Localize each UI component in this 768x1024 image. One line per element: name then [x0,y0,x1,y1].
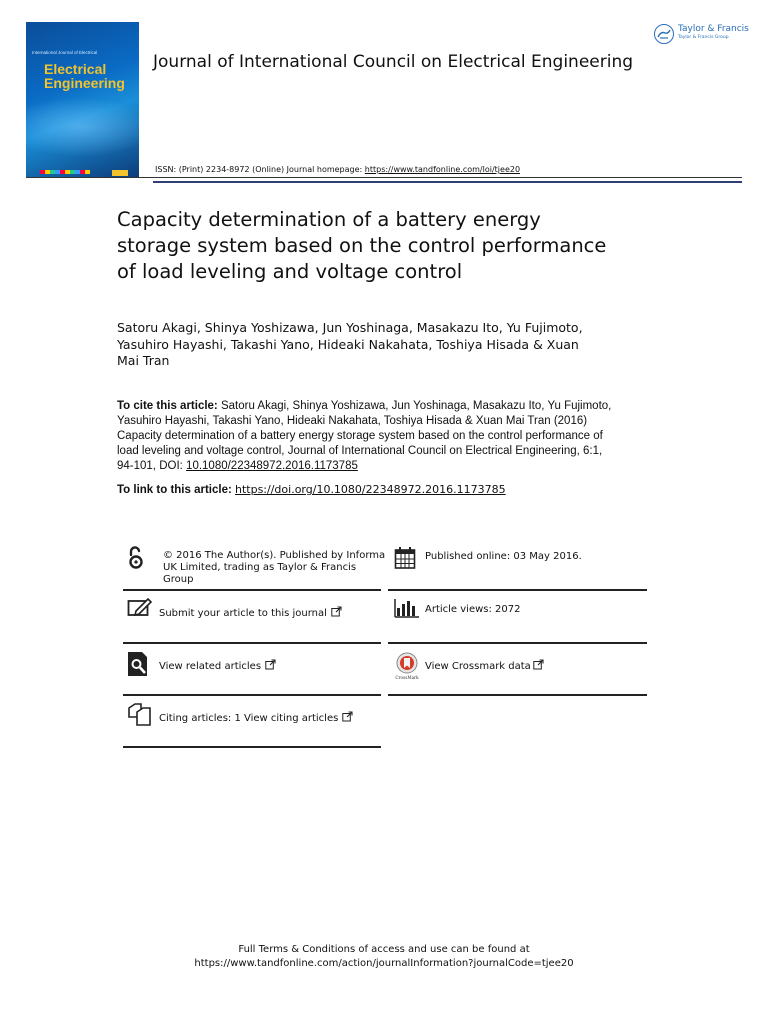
cover-title-line2: Engineering [44,75,125,91]
license-line: UK Limited, trading as Taylor & Francis [163,562,357,573]
author-line: Satoru Akagi, Shinya Yoshizawa, Jun Yoshinaga, Masakazu Ito, Yu Fujimoto, [117,320,583,335]
calendar-icon [394,546,416,574]
open-access-cell [127,546,387,586]
citation-line: Yasuhiro Hayashi, Takashi Yano, Hideaki Nakahata, Toshiya Hisada & Xuan Mai Tran (2016) [117,415,588,427]
related-articles-label: View related articles [159,661,262,672]
document-search-icon [127,651,149,681]
article-title-line: of load leveling and voltage control [117,260,463,283]
open-access-icon [127,546,145,576]
issn-line [155,165,520,174]
crossmark-cell[interactable] [394,651,644,681]
divider [123,589,381,591]
divider [388,589,647,591]
cover-badge [112,170,128,176]
crossmark-badge-text: CrossMark [395,675,419,680]
license-line: Group [163,574,194,585]
external-link-icon [342,711,353,726]
citation-label: To cite this article: [117,400,218,412]
footer-terms-link[interactable]: https://www.tandfonline.com/action/journalInformation?journalCode=tjee20 [194,958,574,969]
divider [123,746,381,748]
journal-title: Journal of International Council on Electrical Engineering [153,52,634,72]
divider [388,642,647,644]
citation-line [117,399,652,414]
cover-icon-strip [40,170,90,174]
cover-top-text: International Journal of Electrical [32,50,98,55]
crossmark-icon [394,651,420,685]
submit-article-cell[interactable] [127,598,387,628]
related-articles-link[interactable] [159,659,276,674]
article-doi-url[interactable]: https://doi.org/10.1080/22348972.2016.1173785 [235,483,506,496]
license-text [163,550,385,586]
bar-chart-icon [394,598,420,622]
taylor-francis-logo [654,22,749,48]
publisher-group: Taylor & Francis Group [678,35,729,40]
crossmark-label: View Crossmark data [425,661,531,672]
article-views: Article views: 2072 [425,604,521,615]
published-date: Published online: 03 May 2016. [425,551,582,562]
submit-article-link[interactable] [159,606,342,621]
tf-lamp-icon [654,24,674,44]
cover-title-line1: Electrical [44,61,107,77]
citing-articles-label: Citing articles: 1 View citing articles [159,713,339,724]
footer-terms [0,943,768,971]
journal-homepage-link[interactable]: https://www.tandfonline.com/loi/tjee20 [364,165,521,174]
citation-line [117,459,652,474]
external-link-icon [533,659,544,674]
author-list [117,320,647,370]
citation-text: Satoru Akagi, Shinya Yoshizawa, Jun Yoshinaga, Masakazu Ito, Yu Fujimoto, [217,400,612,412]
footer-line: Full Terms & Conditions of access and use can be found at [238,944,530,955]
cover-glow [26,97,139,157]
citing-articles-cell[interactable] [127,703,387,733]
article-views-cell [394,598,644,628]
article-title-line: storage system based on the control performance [117,234,607,257]
external-link-icon [331,606,342,621]
divider [123,694,381,696]
author-line: Yasuhiro Hayashi, Takashi Yano, Hideaki Nakahata, Toshiya Hisada & Xuan [117,336,579,352]
citing-documents-icon [127,703,153,731]
journal-cover-image [26,22,139,177]
citation-block [117,399,652,474]
article-title-line: Capacity determination of a battery energy [117,208,541,231]
citation-line: Capacity determination of a battery energy storage system based on the control performance of [117,430,603,442]
divider [388,694,647,696]
issn-text: ISSN: (Print) 2234-8972 (Online) Journal homepage: [155,165,365,174]
edit-pencil-icon [127,598,153,622]
citation-prefix: 94-101, DOI: [117,460,187,472]
citing-articles-link[interactable] [159,711,353,726]
header-rule-thin [26,177,742,178]
external-link-icon [265,659,276,674]
submit-article-label: Submit your article to this journal [159,608,327,619]
published-cell [394,546,644,576]
article-link-line [117,483,657,496]
citation-line: load leveling and voltage control, Journal of International Council on Electrical Engineering, 6:1, [117,445,603,457]
article-title [117,207,677,285]
doi-link[interactable]: 10.1080/22348972.2016.1173785 [186,460,358,472]
crossmark-link[interactable] [425,659,544,674]
related-articles-cell[interactable] [127,651,387,681]
link-label: To link to this article: [117,484,235,496]
publisher-name: Taylor & Francis [678,24,749,34]
header-rule-accent [153,181,742,183]
divider [123,642,381,644]
license-line: © 2016 The Author(s). Published by Informa [163,550,386,561]
author-line: Mai Tran [117,353,170,368]
